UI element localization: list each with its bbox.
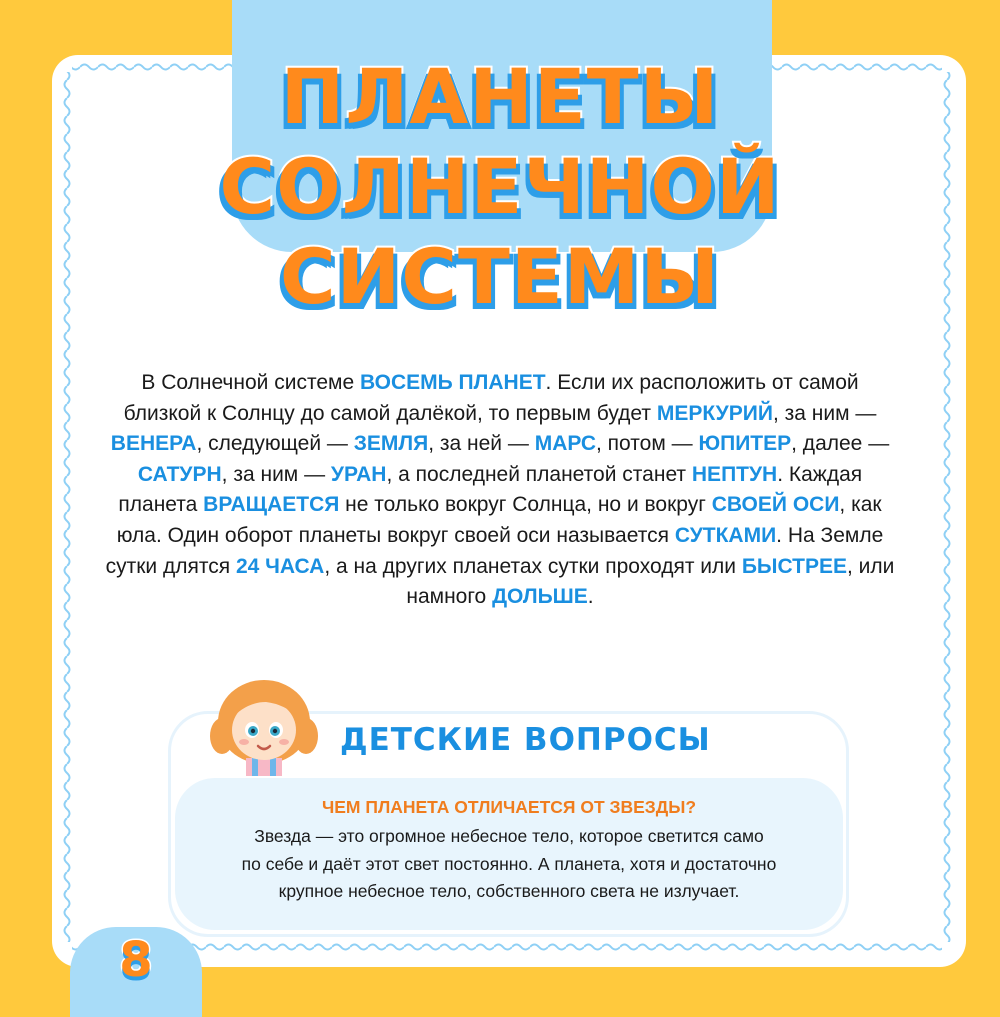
highlight-term: МАРС [534,432,597,456]
text-fragment: . [587,585,594,609]
text-fragment: В Солнечной системе [141,371,360,394]
highlight-term: МЕРКУРИЙ [656,401,773,425]
text-fragment: , далее — [791,432,890,456]
qa-answer-line: Звезда — это огромное небесное тело, которое светится само [254,826,764,846]
highlight-term: СУТКАМИ [674,523,777,547]
page-number: 8 [119,932,153,988]
text-fragment: . На Земле сутки длятся [105,523,884,578]
text-fragment: , как юла. Один оборот планеты вокруг своей оси называется [116,493,882,547]
title-line-2: СОЛНЕЧНОЙ [219,142,781,231]
text-fragment: , потом — [596,432,699,456]
text-fragment: , а на других планетах сутки проходят или [324,554,742,578]
text-fragment: , за ней — [428,432,535,456]
title-line-3: СИСТЕМЫ [279,232,721,321]
qa-answer [200,823,818,906]
qa-answer-line: по себе и даёт этот свет постоянно. А планета, хотя и достаточно [241,853,777,874]
qa-heading: ДЕТСКИЕ ВОПРОСЫ [340,722,711,758]
highlight-term: 24 ЧАСА [235,554,325,578]
highlight-term: НЕПТУН [691,462,778,486]
text-fragment: . Каждая планета [118,462,863,517]
qa-question: ЧЕМ ПЛАНЕТА ОТЛИЧАЕТСЯ ОТ ЗВЕЗДЫ? [321,797,697,817]
text-fragment: не только вокруг Солнца, но и вокруг [339,493,712,517]
highlight-term: ВОСЕМЬ ПЛАНЕТ [359,371,546,394]
highlight-term: БЫСТРЕЕ [741,554,847,578]
title-line-1: ПЛАНЕТЫ [280,52,720,141]
girl-character-icon [208,672,320,776]
text-fragment: , или намного [406,554,895,609]
highlight-term: ЮПИТЕР [698,432,792,456]
highlight-term: ВРАЩАЕТСЯ [203,493,340,517]
page-title [0,52,1000,322]
highlight-term: УРАН [330,462,387,486]
text-fragment: . Если их расположить от самой близкой к Солнцу до самой далёкой, то первым будет [123,371,859,425]
highlight-term: САТУРН [137,462,222,486]
text-fragment: , а последней планетой станет [386,462,692,486]
text-fragment: , за ним — [221,462,331,486]
qa-answer-line: крупное небесное тело, собственного света не излучает. [278,881,740,901]
intro-paragraph [100,368,900,613]
highlight-term: ВЕНЕРА [110,432,197,456]
text-fragment: , следующей — [196,432,354,456]
highlight-term: ДОЛЬШЕ [492,585,588,609]
text-fragment: , за ним — [772,401,877,425]
highlight-term: СВОЕЙ ОСИ [711,493,840,517]
highlight-term: ЗЕМЛЯ [353,432,429,456]
